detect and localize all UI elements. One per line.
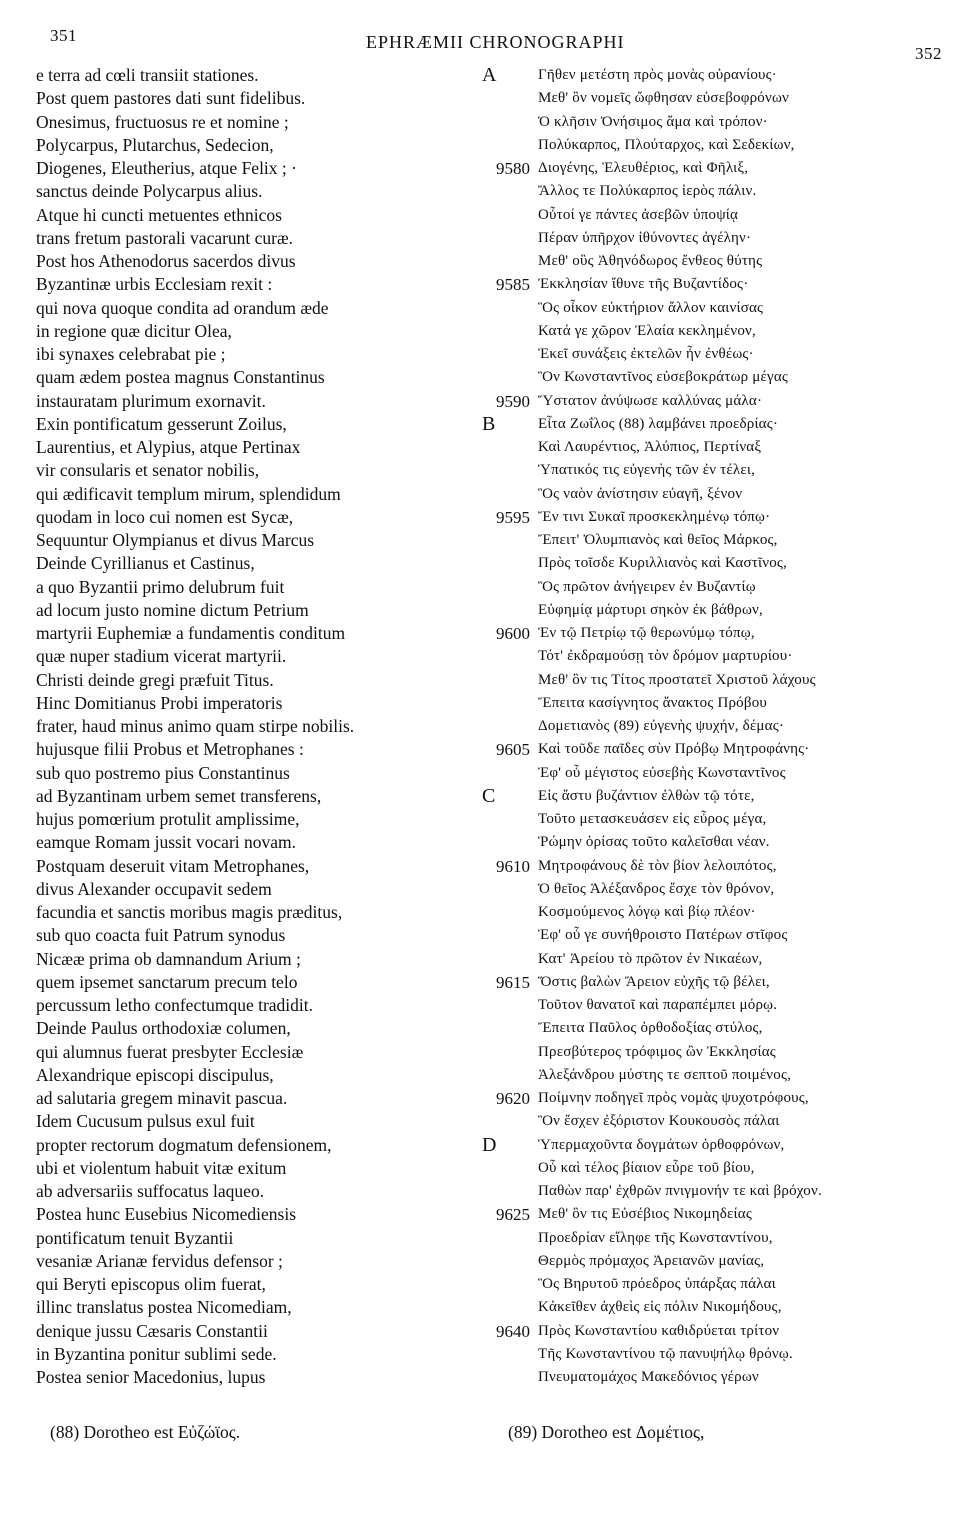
latin-line: denique jussu Cæsaris Constantii — [36, 1320, 268, 1341]
latin-line: vesaniæ Arianæ fervidus defensor ; — [36, 1250, 283, 1271]
latin-line: eamque Romam jussit vocari novam. — [36, 832, 297, 853]
margin-letter: A — [482, 64, 497, 86]
latin-line: hujusque filii Probus et Metrophanes : — [36, 739, 304, 760]
latin-line: vir consularis et senator nobilis, — [36, 460, 260, 481]
greek-line: Ὕστατον ἀνύψωσε καλλύνας μάλα· — [538, 392, 763, 409]
greek-line: Καὶ τοῦδε παῖδες σὺν Πρόβῳ Μητροφάνης· — [538, 741, 810, 758]
greek-line: Ὃς ναὸν ἀνίστησιν εὐαγῆ, ξένον — [538, 485, 743, 502]
greek-line: Ἐν τῷ Πετρίῳ τῷ θερωνύμῳ τόπῳ, — [538, 625, 755, 641]
greek-line: Ὃς πρῶτον ἀνήγειρεν ἐν Βυζαντίῳ — [538, 578, 756, 595]
greek-line: Κατά γε χῶρον Ἐλαία κεκλημένον, — [538, 322, 756, 339]
verse-line-number: 9640 — [496, 1321, 530, 1341]
latin-line: Atque hi cuncti metuentes ethnicos — [36, 204, 282, 225]
latin-line: illinc translatus postea Nicomediam, — [36, 1297, 292, 1318]
verse-line-number: 9585 — [496, 275, 530, 295]
latin-line: Diogenes, Eleutherius, atque Felix ; · — [36, 158, 297, 178]
greek-line: Πρὸς τοῖσδε Κυριλλιανὸς καὶ Καστῖνος, — [538, 555, 788, 572]
latin-line: Deinde Paulus orthodoxiæ columen, — [36, 1018, 291, 1039]
verse-line-number: 9625 — [496, 1205, 530, 1225]
greek-line: Ἐφ' οὗ μέγιστος εὐσεβὴς Κωνσταντῖνος — [538, 764, 786, 781]
greek-line: Ὃς Βηρυτοῦ πρόεδρος ὑπάρξας πάλαι — [538, 1276, 776, 1292]
greek-line: Οὗ καὶ τέλος βίαιον εὗρε τοῦ βίου, — [538, 1159, 755, 1176]
verse-line-number: 9615 — [496, 972, 530, 992]
latin-line: ad Byzantinam urbem semet transferens, — [36, 785, 322, 806]
greek-line: Εἰς ἄστυ βυζάντιον ἐλθὼν τῷ τότε, — [538, 787, 755, 804]
greek-line: Πρὸς Κωνσταντίου καθιδρύεται τρίτον — [538, 1322, 780, 1339]
greek-line: Εἶτα Ζωΐλος (88) λαμβάνει προεδρίας· — [538, 415, 779, 432]
verse-line-number: 9610 — [496, 856, 530, 876]
greek-line: Μεθ' ὃν νομεῖς ὤφθησαν εὐσεβοφρόνων — [538, 90, 790, 107]
greek-line: Πέραν ὑπῆρχον ἰθύνοντες ἀγέλην· — [538, 229, 752, 246]
greek-line: Γῆθεν μετέστη πρὸς μονὰς οὐρανίους· — [538, 67, 777, 83]
latin-line: percussum letho confectumque tradidit. — [36, 995, 314, 1015]
latin-line: sub quo postremo pius Constantinus — [36, 762, 290, 783]
latin-line: pontificatum tenuit Byzantii — [36, 1227, 234, 1248]
page-number-right: 352 — [915, 44, 942, 63]
latin-line: sub quo coacta fuit Patrum synodus — [36, 925, 286, 946]
greek-line: Ὁ θεῖος Ἀλέξανδρος ἔσχε τὸν θρόνον, — [538, 880, 775, 897]
greek-line: Ὑπερμαχοῦντα δογμάτων ὀρθοφρόνων, — [538, 1136, 785, 1153]
latin-line: propter rectorum dogmatum defensionem, — [36, 1134, 332, 1155]
latin-line: qui Beryti episcopus olim fuerat, — [36, 1274, 266, 1294]
greek-line: Πρεσβύτερος τρόφιμος ὢν Ἐκκλησίας — [538, 1043, 776, 1060]
latin-line: Hinc Domitianus Probi imperatoris — [36, 692, 283, 713]
greek-line: Τοῦτο μετασκευάσεν εἰς εὖρος μέγα, — [538, 811, 767, 827]
latin-line: Exin pontificatum gesserunt Zoilus, — [36, 413, 287, 434]
verse-line-number: 9595 — [496, 507, 530, 527]
latin-line: Polycarpus, Plutarchus, Sedecion, — [36, 134, 274, 155]
greek-line: Τότ' ἐκδραμούσῃ τὸν δρόμον μαρτυρίου· — [538, 648, 793, 665]
greek-line: Ποίμνην ποδηγεῖ πρὸς νομὰς ψυχοτρόφους, — [538, 1090, 809, 1106]
verse-line-number: 9590 — [496, 391, 530, 411]
margin-letter: C — [482, 784, 496, 807]
latin-line: Byzantinæ urbis Ecclesiam rexit : — [36, 274, 273, 295]
greek-line: Ὑπατικός τις εὐγενὴς τῶν ἐν τέλει, — [538, 462, 756, 479]
greek-line: Ὃν ἔσχεν ἐξόριστον Κουκουσὸς πάλαι — [538, 1113, 780, 1130]
latin-line: instauratam plurimum exornavit. — [36, 390, 266, 411]
greek-line: Ὃς οἶκον εὐκτήριον ἄλλον καινίσας — [538, 299, 764, 316]
greek-line: Ἐκκλησίαν ἴθυνε τῆς Βυζαντίδος· — [538, 276, 749, 293]
latin-line: Sequuntur Olympianus et divus Marcus — [36, 530, 315, 550]
latin-line: Postquam deseruit vitam Metrophanes, — [36, 855, 310, 876]
latin-line: Alexandrique episcopi discipulus, — [36, 1064, 274, 1085]
greek-line: Ὃν Κωνσταντῖνος εὐσεβοκράτωρ μέγας — [538, 369, 789, 386]
greek-line: Ἔπειτα κασίγνητος ἄνακτος Πρόβου — [538, 694, 768, 711]
latin-line: a quo Byzantii primo delubrum fuit — [36, 576, 285, 597]
latin-line: Onesimus, fructuosus re et nomine ; — [36, 111, 289, 132]
greek-line: Ἐκεῖ συνάξεις ἐκτελῶν ἦν ἐνθέως· — [538, 346, 754, 362]
greek-line: Ὅστις βαλὼν Ἄρειον εὐχῆς τῷ βέλει, — [538, 973, 770, 990]
greek-line: Παθὼν παρ' ἐχθρῶν πνιγμονήν τε καὶ βρόχον. — [538, 1183, 822, 1199]
verse-line-number: 9580 — [496, 159, 530, 178]
latin-line: Nicææ prima ob damnandum Arium ; — [36, 948, 301, 969]
greek-line: Ἀλεξάνδρου μύστης τε σεπτοῦ ποιμένος, — [538, 1066, 792, 1083]
latin-line: e terra ad cœli transiit stationes. — [36, 65, 259, 85]
latin-line: martyrii Euphemiæ a fundamentis conditum — [36, 623, 346, 643]
greek-line: Πολύκαρπος, Πλούταρχος, καὶ Σεδεκίων, — [538, 136, 795, 153]
greek-line: Ἔπειτ' Ὀλυμπιανὸς καὶ θεῖος Μάρκος, — [538, 532, 778, 548]
margin-letter: B — [482, 412, 496, 435]
latin-line: Deinde Cyrillianus et Castinus, — [36, 553, 255, 574]
latin-line: quodam in loco cui nomen est Sycæ, — [36, 506, 294, 527]
greek-line: Ἐφ' οὗ γε συνήθροιστο Πατέρων στῖφος — [538, 927, 788, 944]
latin-line: Christi deinde gregi præfuit Titus. — [36, 669, 274, 690]
footnote-88: (88) Dorotheo est Εὐζώϊος. — [50, 1422, 241, 1442]
latin-line: Laurentius, et Alypius, atque Pertinax — [36, 437, 301, 457]
latin-line: trans fretum pastorali vacarunt curæ. — [36, 227, 294, 248]
latin-line: quem ipsemet sanctarum precum telo — [36, 971, 298, 992]
page-number-left: 351 — [50, 26, 77, 45]
greek-line: Διογένης, Ἐλευθέριος, καὶ Φῆλιξ, — [538, 160, 749, 176]
latin-line: ab adversariis suffocatus laqueo. — [36, 1181, 265, 1201]
greek-line: Δομετιανὸς (89) εὐγενὴς ψυχήν, δέμας· — [538, 718, 785, 734]
latin-line: ad salutaria gregem minavit pascua. — [36, 1088, 288, 1108]
greek-line: Μεθ' ὃν τις Τίτος προστατεῖ Χριστοῦ λάχους — [538, 671, 816, 688]
greek-line: Θερμὸς πρόμαχος Ἀρειανῶν μανίας, — [538, 1252, 765, 1269]
greek-line: Ὁ κλῆσιν Ὀνήσιμος ἅμα καὶ τρόπον· — [538, 113, 768, 130]
latin-line: quam ædem postea magnus Constantinus — [36, 367, 325, 388]
greek-line: Τῆς Κωνσταντίνου τῷ πανυψήλῳ θρόνῳ. — [538, 1345, 793, 1362]
greek-line: Κατ' Ἀρείου τὸ πρῶτον ἐν Νικαέων, — [538, 950, 763, 967]
greek-line: Ἔν τινι Συκαῖ προσκεκλημένῳ τόπῳ· — [538, 508, 771, 525]
latin-line: Idem Cucusum pulsus exul fuit — [36, 1111, 255, 1132]
greek-line: Πνευματομάχος Μακεδόνιος γέρων — [538, 1369, 759, 1385]
latin-line: ibi synaxes celebrabat pie ; — [36, 344, 226, 364]
greek-column — [538, 64, 968, 1389]
latin-line: Post quem pastores dati sunt fidelibus. — [36, 88, 306, 109]
latin-line: Postea hunc Eusebius Nicomediensis — [36, 1204, 297, 1225]
greek-line: Κοσμούμενος λόγῳ καὶ βίῳ πλέον· — [538, 904, 756, 920]
greek-line: Εὐφημίᾳ μάρτυρι σηκὸν ἐκ βάθρων, — [538, 601, 763, 618]
verse-line-number: 9600 — [496, 624, 530, 643]
verse-line-number: 9620 — [496, 1089, 530, 1108]
footnote-89: (89) Dorotheo est Δομέτιος, — [508, 1422, 705, 1442]
latin-line: frater, haud minus animo quam stirpe nobilis. — [36, 716, 355, 736]
greek-line: Μητροφάνους δὲ τὸν βίον λελοιπότος, — [538, 857, 777, 874]
margin-letter: D — [482, 1133, 497, 1156]
latin-line: sanctus deinde Polycarpus alius. — [36, 181, 263, 202]
latin-line: facundia et sanctis moribus magis præditus, — [36, 902, 343, 922]
greek-line: Μεθ' ὃν τις Εὐσέβιος Νικομηδείας — [538, 1206, 752, 1223]
latin-line: ad locum justo nomine dictum Petrium — [36, 599, 309, 620]
greek-line: Καὶ Λαυρέντιος, Ἀλύπιος, Περτίναξ — [538, 439, 762, 455]
latin-line: hujus pomœrium protulit amplissime, — [36, 809, 300, 829]
greek-line: Τοῦτον θανατοῖ καὶ παραπέμπει μόρῳ. — [538, 997, 778, 1013]
greek-line: Κἀκεῖθεν ἀχθεὶς εἰς πόλιν Νικομήδους, — [538, 1299, 782, 1316]
latin-line: Post hos Athenodorus sacerdos divus — [36, 251, 296, 271]
greek-line: Ἄλλος τε Πολύκαρπος ἱερὸς πάλιν. — [538, 183, 757, 200]
latin-line: in Byzantina ponitur sublimi sede. — [36, 1343, 277, 1364]
verse-line-number: 9605 — [496, 740, 530, 760]
greek-line: Οὗτοί γε πάντες ἀσεβῶν ὑποψίᾳ — [538, 206, 739, 223]
latin-line: qui ædificavit templum mirum, splendidum — [36, 483, 341, 504]
latin-line: in regione quæ dicitur Olea, — [36, 320, 232, 341]
latin-line: divus Alexander occupavit sedem — [36, 878, 272, 899]
greek-line: Ἔπειτα Παῦλος ὀρθοδοξίας στύλος, — [538, 1020, 763, 1037]
latin-line: qui nova quoque condita ad orandum æde — [36, 297, 329, 318]
latin-line: qui alumnus fuerat presbyter Ecclesiæ — [36, 1041, 304, 1062]
running-title: EPHRÆMII CHRONOGRAPHI — [366, 32, 625, 52]
latin-line: quæ nuper stadium vicerat martyrii. — [36, 646, 287, 667]
latin-column — [36, 64, 456, 1389]
latin-line: Postea senior Macedonius, lupus — [36, 1367, 266, 1387]
greek-line: Ῥώμην ὁρίσας τοῦτο καλεῖσθαι νέαν. — [538, 834, 770, 851]
latin-line: ubi et violentum habuit vitæ exitum — [36, 1157, 287, 1178]
greek-line: Μεθ' οὓς Ἀθηνόδωρος ἔνθεος θύτης — [538, 253, 763, 269]
greek-line: Προεδρίαν εἴληφε τῆς Κωνσταντίνου, — [538, 1229, 773, 1246]
